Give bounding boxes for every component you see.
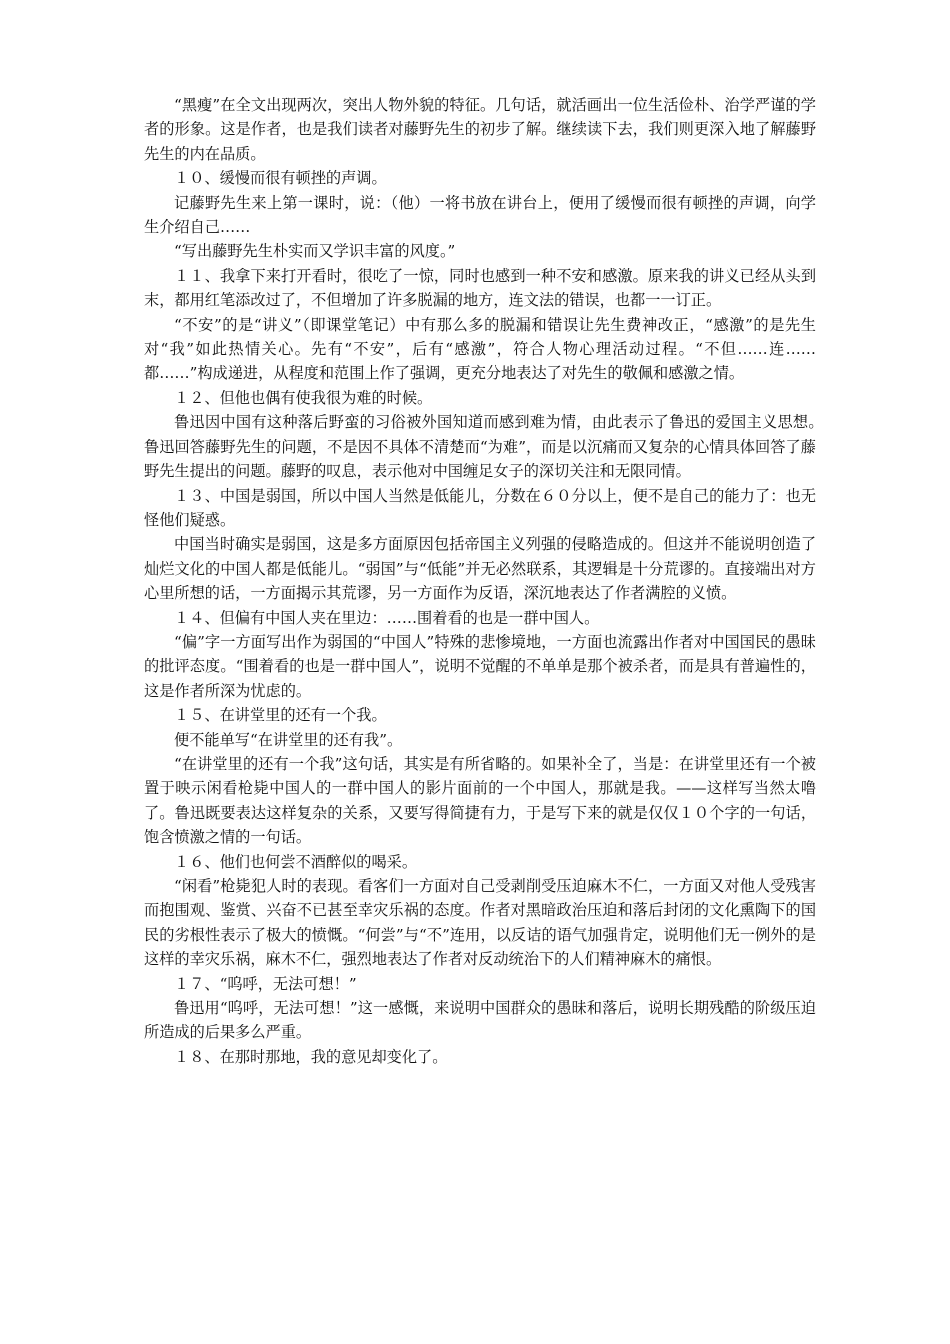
paragraph: “偏”字一方面写出作为弱国的“中国人”特殊的悲惨境地，一方面也流露出作者对中国国民的愚昧的批评态度。“围着看的也是一群中国人”，说明不觉醒的不单单是那个被杀者，而是具有普遍性的，这是作者所深为忧虑的。 (144, 632, 816, 700)
section-heading-14: １４、但偏有中国人夹在里边：……围着看的也是一群中国人。 (174, 608, 600, 627)
paragraph: 鲁迅因中国有这种落后野蛮的习俗被外国知道而感到难为情，由此表示了鲁迅的爱国主义思想。 鲁迅回答藤野先生的问题，不是因不具体不清楚而“为难”，而是以沉痛而又复杂的心情具体回答了藤野先生提出的问题。藤野的叹息，表示他对中国缠足女子的深切关注和无限同情。 (144, 413, 847, 481)
paragraph: “在讲堂里的还有一个我”这句话，其实是有所省略的。如果补全了，当是：在讲堂里还有一个被置于映示闲看枪毙中国人的一群中国人的影片面前的一个中国人，那就是我。——这样写当然太噜 了。鲁迅既要表达这样复杂的关系，又要写得简捷有力，于是写下来的就是仅仅１０个字的一句话，饱含愤激之情的一句话。 (144, 754, 832, 847)
paragraph: 记藤野先生来上第一课时，说：（他）一将书放在讲台上，便用了缓慢而很有顿挫的声调，向学生介绍自己…… (144, 193, 816, 237)
paragraph: 便不能单写“在讲堂里的还有我”。 (174, 730, 403, 749)
section-heading-11: １１、我拿下来打开看时，很吃了一惊，同时也感到一种不安和感激。原来我的讲义已经从头到末，都用红笔添改过了，不但增加了许多脱漏的地方，连文法的错误，也都一一订正。 (144, 266, 816, 310)
section-heading-16: １６、他们也何尝不酒醉似的喝采。 (174, 852, 417, 871)
paragraph: “不安”的是“讲义”（即课堂笔记）中有那么多的脱漏和错误让先生费神改正，“感激”的是先生对“我”如此热情关心。先有“不安”，后有“感激”，符合人物心理活动过程。“不但……连……都……”构成递进，从程度和范围上作了强调，更充分地表达了对先生的敬佩和感激之情。 (144, 315, 816, 383)
paragraph: “写出藤野先生朴实而又学识丰富的风度。” (174, 242, 456, 261)
section-heading-12: １２、但他也偶有使我很为难的时候。 (174, 388, 433, 407)
section-heading-10: １０、缓慢而很有顿挫的声调。 (174, 169, 387, 188)
section-heading-13: １３、中国是弱国，所以中国人当然是低能儿，分数在６０分以上，便不是自己的能力了：也无怪他们疑惑。 (144, 486, 816, 529)
section-heading-15: １５、在讲堂里的还有一个我。 (174, 706, 387, 725)
paragraph: “闲看”枪毙犯人时的表现。看客们一方面对自己受剥削受压迫麻木不仁，一方面又对他人受残害而抱围观、鉴赏、兴奋不已甚至幸灾乐祸的态度。作者对黑暗政治压迫和落后封闭的文化熏陶下的国民的劣根性表示了极大的愤慨。“何尝”与“不”连用，以反诘的语气加强肯定，说明他们无一例外的是这样的幸灾乐祸，麻木不仁，强烈地表达了作者对反动统治下的人们精神麻木的痛恨。 (144, 877, 816, 969)
paragraph: 中国当时确实是弱国，这是多方面原因包括帝国主义列强的侵略造成的。但这并不能说明创造了灿烂文化的中国人都是低能儿。“弱国”与“低能”并无必然联系，其逻辑是十分荒谬的。直接端出对方心里所想的话，一方面揭示其荒谬，另一方面作为反语，深沉地表达了作者满腔的义愤。 (144, 535, 816, 603)
paragraph: 鲁迅用“呜呼，无法可想！”这一感慨，来说明中国群众的愚昧和落后，说明长期残酷的阶级压迫所造成的后果多么严重。 (144, 999, 816, 1042)
section-heading-17: １７、“呜呼，无法可想！” (174, 974, 357, 993)
paragraph: “黑瘦”在全文出现两次，突出人物外貌的特征。几句话，就活画出一位生活俭朴、治学严谨的学者的形象。这是作者，也是我们读者对藤野先生的初步了解。继续读下去，我们则更深入地了解藤野先生的内在品质。 (144, 96, 816, 163)
section-heading-18: １８、在那时那地，我的意见却变化了。 (174, 1047, 448, 1066)
document-page (144, 93, 847, 1069)
